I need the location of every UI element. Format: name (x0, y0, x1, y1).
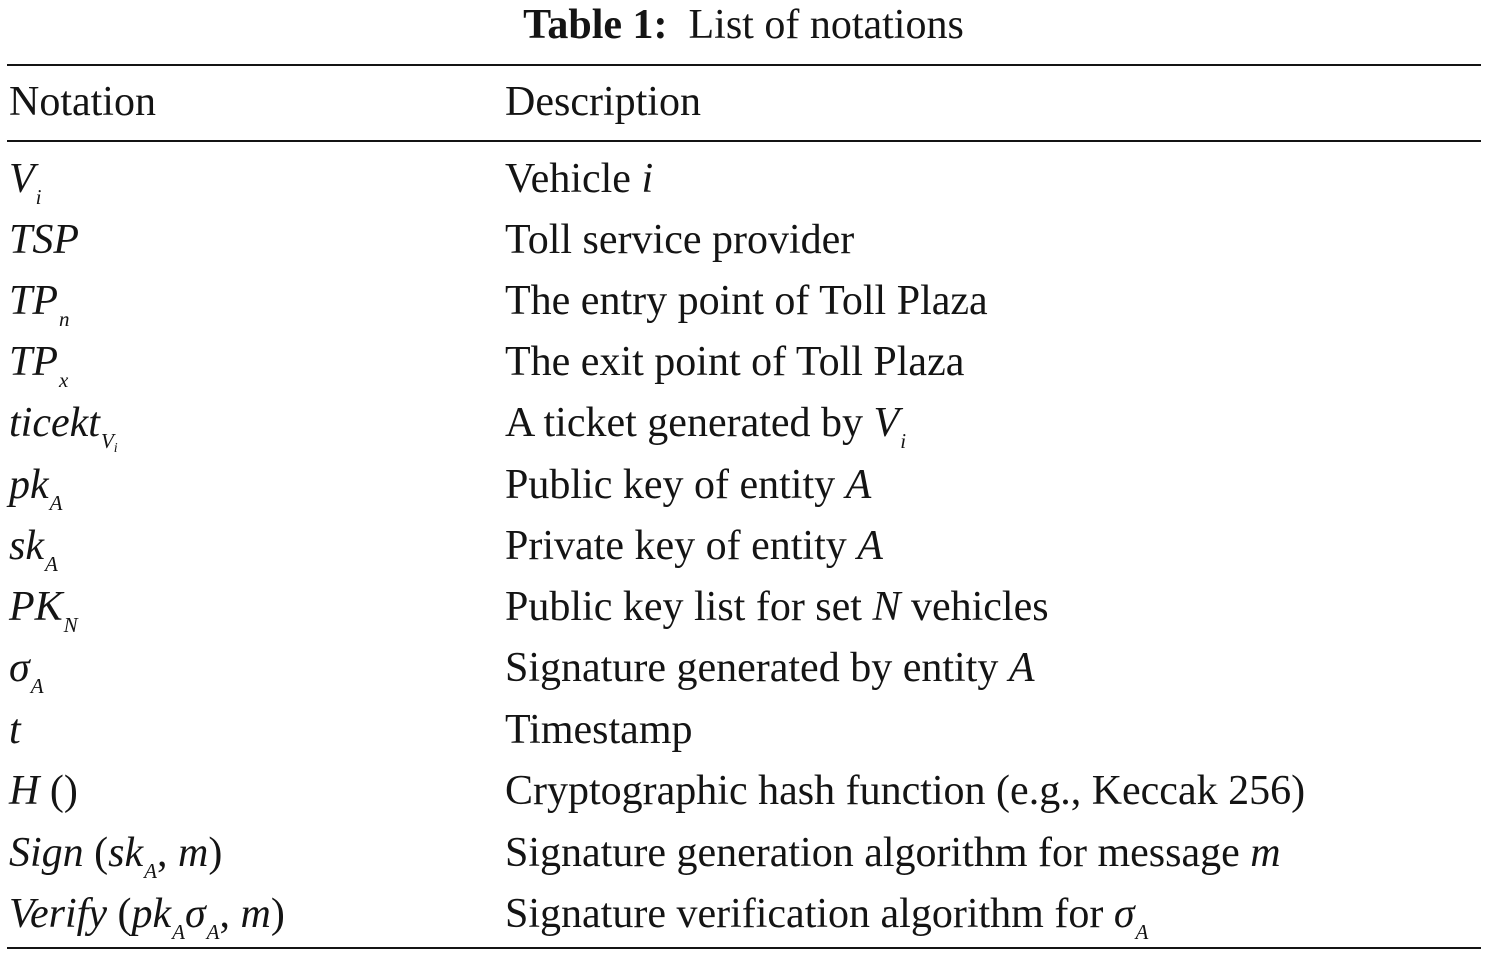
table-row (0, 271, 1487, 332)
table-row (0, 516, 1487, 577)
description-cell: Vehicle i (505, 156, 654, 202)
description-cell: A ticket generated by $V_i$ (505, 400, 907, 453)
table-row (0, 210, 1487, 271)
notation-cell: ticekt$_{Vi}$ (9, 400, 118, 456)
description-cell: Signature verification algorithm for $\sigma_A$ (505, 891, 1149, 944)
notation-cell: t (9, 707, 21, 753)
table-row (0, 149, 1487, 210)
column-header-description: Description (505, 79, 701, 125)
description-cell: Cryptographic hash function (e.g., Keccak 256) (505, 768, 1306, 814)
table-header-row (0, 72, 1487, 133)
description-cell: Public key of entity A (505, 462, 872, 508)
description-cell: Timestamp (505, 707, 693, 753)
notation-cell: H () (9, 768, 78, 814)
description-cell: The entry point of Toll Plaza (505, 278, 988, 324)
notation-cell: $PK_N$ (9, 584, 78, 637)
description-cell: Toll service provider (505, 217, 855, 263)
notation-cell: $pk_A$ (9, 462, 63, 515)
table-row (0, 577, 1487, 638)
notation-cell: Sign ($sk_A$, m) (9, 830, 223, 883)
caption-title: List of notations (688, 2, 964, 48)
table-caption (0, 2, 1487, 48)
notation-cell: $TP_n$ (9, 278, 70, 331)
table-row (0, 638, 1487, 699)
caption-label: Table 1: (523, 2, 668, 48)
table-row (0, 761, 1487, 822)
column-header-notation: Notation (9, 79, 156, 125)
table-row (0, 393, 1487, 454)
table-header-rule (7, 140, 1481, 142)
table-row (0, 455, 1487, 516)
table-bottom-rule (7, 947, 1481, 949)
notation-cell: Verify ($pk_A\sigma_A$, m) (9, 891, 285, 944)
table-top-rule (7, 64, 1481, 66)
description-cell: Signature generated by entity A (505, 645, 1035, 691)
notation-cell: $TP_x$ (9, 339, 69, 392)
description-cell: Public key list for set N vehicles (505, 584, 1049, 630)
table-row (0, 884, 1487, 945)
description-cell: Signature generation algorithm for message m (505, 830, 1281, 876)
notation-cell: $\sigma_A$ (9, 645, 44, 698)
table-row (0, 332, 1487, 393)
table-row (0, 823, 1487, 884)
notation-cell: $V_i$ (9, 156, 42, 209)
notation-cell: $sk_A$ (9, 523, 58, 576)
description-cell: The exit point of Toll Plaza (505, 339, 965, 385)
description-cell: Private key of entity A (505, 523, 883, 569)
notation-cell: TSP (9, 217, 80, 263)
table-row (0, 700, 1487, 761)
